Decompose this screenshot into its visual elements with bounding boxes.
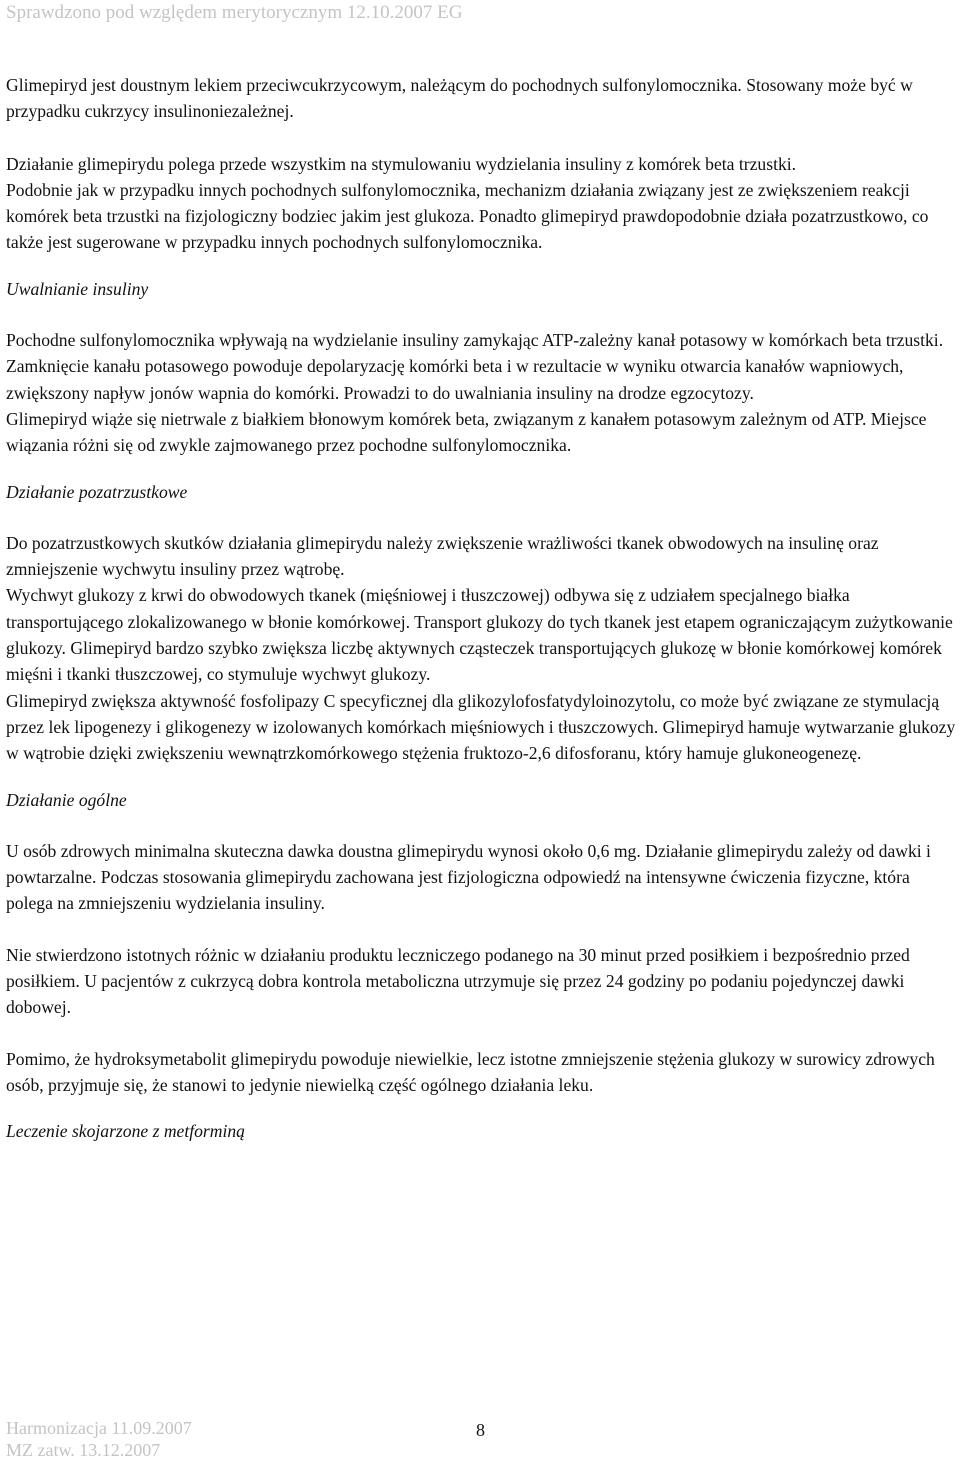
section-heading-insulin-release: Uwalnianie insuliny: [6, 278, 149, 299]
paragraph-gap: [6, 459, 956, 479]
timing-paragraph: Nie stwierdzono istotnych różnic w działaniu produktu leczniczego podanego na 30 minut przed posiłkiem i bezpośrednio przed posiłkiem. U pacjentów z cukrzycą dobra kontrola metaboliczna utrzymuje się przez 24 godziny po podaniu pojedynczej dawki dobowej.: [6, 944, 910, 1018]
approval-date: MZ zatw. 13.12.2007: [6, 1440, 161, 1460]
glucose-uptake-paragraph: Wychwyt glukozy z krwi do obwodowych tkanek (mięśniowej i tłuszczowej) odbywa się z udziałem specjalnego białka transportującego zlokalizowanego w błonie komórkowej. Transport glukozy do tych tkanek jest etapem ograniczającym zużytkowanie glukozy. Glimepiryd bardzo szybko zwiększa liczbę aktywnych cząsteczek transportujących glukozę w błonie komórkowej komórek mięśni i tkanki tłuszczowej, co stymuluje wychwyt glukozy.: [6, 585, 953, 685]
paragraph-gap: [6, 767, 956, 787]
paragraph-gap: [6, 1098, 956, 1118]
insulin-release-paragraph: Pochodne sulfonylomocznika wpływają na wydzielanie insuliny zamykając ATP-zależny kanał potasowy w komórkach beta trzustki. Zamknięcie kanału potasowego powoduje depolaryzację komórki beta i w rezultacie w wyniku otwarcia kanałów wapniowych, zwiększony napływ jonów wapnia do komórki. Prowadzi to do uwalniania insuliny na drodze egzocytozy.: [6, 330, 944, 403]
page-number: 8: [476, 1420, 485, 1440]
verification-header: Sprawdzono pod względem merytorycznym 12.10.2007 EG: [6, 2, 463, 23]
similar-mechanism-paragraph: Podobnie jak w przypadku innych pochodnych sulfonylomocznika, mechanizm działania związany jest ze zwiększeniem reakcji komórek beta trzustki na fizjologiczny bodziec jakim jest glukoza. Ponadto glimepiryd prawdopodobnie działa pozatrzustkowo, co także jest sugerowane w przypadku innych pochodnych sulfonylomocznika.: [6, 179, 929, 253]
binding-paragraph: Glimepiryd wiąże się nietrwale z białkiem błonowym komórek beta, związanym z kanałem potasowym zależnym od ATP. Miejsce wiązania różni się od zwykle zajmowanego przez pochodne sulfonylomocznika.: [6, 408, 927, 456]
extrapancreatic-paragraph: Do pozatrzustkowych skutków działania glimepirydu należy zwiększenie wrażliwości tkanek obwodowych na insulinę oraz zmniejszenie wychwytu insuliny przez wątrobę.: [6, 532, 879, 580]
section-heading-general-action: Działanie ogólne: [6, 789, 127, 810]
paragraph-gap: [6, 813, 956, 838]
general-action-paragraph: U osób zdrowych minimalna skuteczna dawka doustna glimepirydu wynosi około 0,6 mg. Działanie glimepirydu zależy od dawki i powtarzalne. Podczas stosowania glimepirydu zachowana jest fizjologiczna odpowiedź na intensywne ćwiczenia fizyczne, która polega na zmniejszeniu wydzielania insuliny.: [6, 840, 931, 914]
paragraph-gap: [6, 125, 956, 151]
paragraph-gap: [6, 1021, 956, 1046]
mechanism-paragraph: Działanie glimepirydu polega przede wszystkim na stymulowaniu wydzielania insuliny z komórek beta trzustki.: [6, 153, 797, 174]
paragraph-gap: [6, 256, 956, 276]
intro-paragraph: Glimepiryd jest doustnym lekiem przeciwcukrzycowym, należącym do pochodnych sulfonylomocznika. Stosowany może być w przypadku cukrzycy insulinoniezależnej.: [6, 75, 913, 122]
document-body: [6, 72, 956, 1145]
footer-dates: [6, 1417, 192, 1461]
harmonization-date: Harmonizacja 11.09.2007: [6, 1418, 192, 1438]
paragraph-gap: [6, 917, 956, 942]
paragraph-gap: [6, 505, 956, 530]
metabolite-paragraph: Pomimo, że hydroksymetabolit glimepirydu powoduje niewielkie, lecz istotne zmniejszenie stężenia glukozy w surowicy zdrowych osób, przyjmuje się, że stanowi to jedynie niewielką część ogólnego działania leku.: [6, 1048, 935, 1095]
paragraph-gap: [6, 302, 956, 327]
section-heading-extrapancreatic: Działanie pozatrzustkowe: [6, 481, 188, 502]
phospholipase-paragraph: Glimepiryd zwiększa aktywność fosfolipazy C specyficznej dla glikozylofosfatydyloinozytolu, co może być związane ze stymulacją przez lek lipogenezy i glikogenezy w izolowanych komórkach mięśniowych i tłuszczowych. Glimepiryd hamuje wytwarzanie glukozy w wątrobie dzięki zwiększeniu wewnątrzkomórkowego stężenia fruktozo-2,6 difosforanu, który hamuje glukoneogenezę.: [6, 690, 956, 764]
section-heading-combination-therapy: Leczenie skojarzone z metforminą: [6, 1121, 245, 1142]
